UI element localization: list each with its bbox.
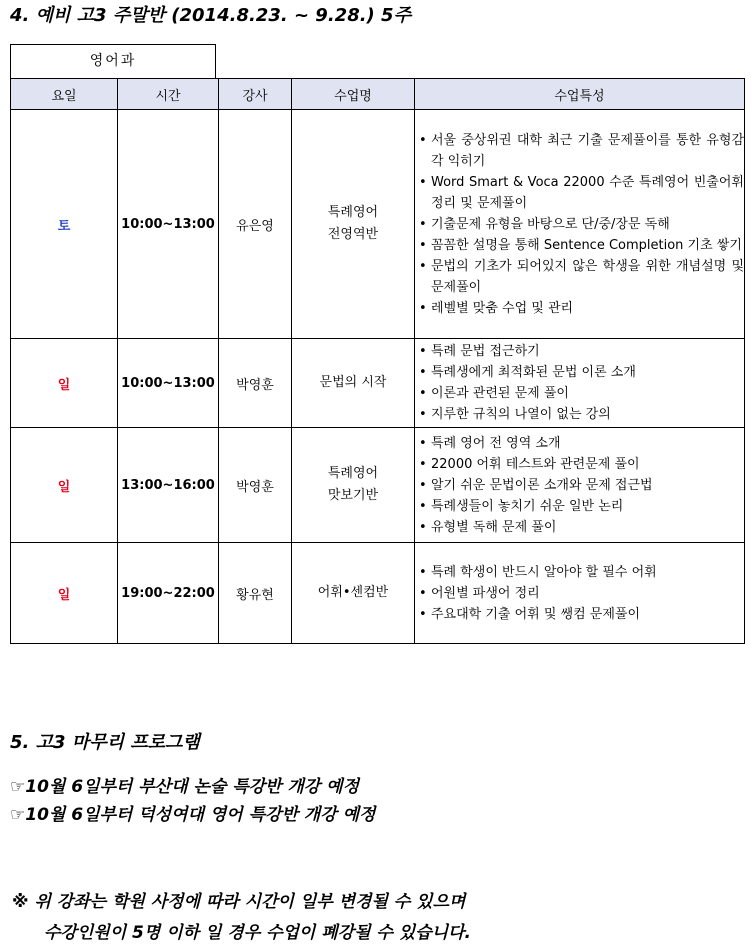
time-cell: 10:00~13:00 [118,110,219,339]
bullet-icon: • [419,344,427,359]
features-cell [415,339,745,428]
bullet-icon: • [419,174,427,190]
features-cell [415,428,745,543]
course-cell [292,543,415,644]
feature-item: • 22000 어휘 테스트와 관련문제 풀이 [415,454,744,475]
feature-item: • 주요대학 기출 어휘 및 쌩컴 문제풀이 [415,604,744,625]
bullet-icon: • [419,300,427,316]
header-time: 시간 [118,79,219,110]
time-cell: 19:00~22:00 [118,543,219,644]
time-cell: 13:00~16:00 [118,428,219,543]
course-cell [292,339,415,428]
day-cell: 일 [11,339,118,428]
course-line: 전영역반 [327,227,379,242]
feature-item: • 유형별 독해 문제 풀이 [415,517,744,538]
course-line: 문법의 시작 [319,375,387,390]
bullet-icon: • [419,365,427,380]
header-day: 요일 [11,79,118,110]
feature-item: • 기출문제 유형을 바탕으로 단/중/장문 독해 [415,214,744,235]
course-line: 어휘•센컴반 [317,585,389,600]
table-row [11,110,745,339]
feature-item: • 서울 중상위권 대학 최근 기출 문제풀이를 통한 유형감각 익히기 [415,130,744,172]
bullet-icon: • [419,132,427,148]
bullet-icon: • [419,237,427,253]
feature-item: • 특례 영어 전 영역 소개 [415,433,744,454]
notice-line: ☞10월 6일부터 부산대 논술 특강반 개강 예정 [10,777,359,797]
table-row [11,339,745,428]
department-label: 영어과 [10,44,216,78]
table-row [11,428,745,543]
feature-item: • 꼼꼼한 설명을 통해 Sentence Completion 기초 쌓기 [415,235,744,256]
course-cell [292,428,415,543]
day-cell: 일 [11,543,118,644]
warning-line: 수강인원이 5명 이하 일 경우 수업이 폐강될 수 있습니다. [44,923,471,943]
course-cell [292,110,415,339]
bullet-icon: • [419,386,427,401]
teacher-cell: 박영훈 [219,339,292,428]
feature-item: • 특례 문법 접근하기 [415,341,744,362]
features-cell [415,543,745,644]
bullet-icon: • [419,477,427,493]
bullet-icon: • [419,564,427,580]
feature-item: • 어원별 파생어 정리 [415,583,744,604]
bullet-icon: • [419,435,427,451]
warning-line: ※ 위 강좌는 학원 사정에 따라 시간이 일부 변경될 수 있으며 [12,892,466,912]
feature-item: • 이론과 관련된 문제 풀이 [415,383,744,404]
day-cell: 일 [11,428,118,543]
bullet-icon: • [419,216,427,232]
bullet-icon: • [419,407,427,422]
section-5-title: 5. 고3 마무리 프로그램 [10,732,200,753]
bullet-icon: • [419,498,427,514]
section-4-title: 4. 예비 고3 주말반 (2014.8.23. ~ 9.28.) 5주 [10,5,411,26]
day-cell: 토 [11,110,118,339]
bullet-icon: • [419,585,427,601]
feature-item: • 지루한 규칙의 나열이 없는 강의 [415,404,744,425]
features-cell [415,110,745,339]
bullet-icon: • [419,519,427,535]
feature-item: • Word Smart & Voca 22000 수준 특례영어 빈출어휘 정리 및 문제풀이 [415,172,744,214]
teacher-cell: 황유현 [219,543,292,644]
course-line: 특례영어 [327,205,379,220]
teacher-cell: 유은영 [219,110,292,339]
header-features: 수업특성 [415,79,745,110]
bullet-icon: • [419,456,427,472]
feature-item: • 특례 학생이 반드시 알아야 할 필수 어휘 [415,562,744,583]
header-course: 수업명 [292,79,415,110]
teacher-cell: 박영훈 [219,428,292,543]
bullet-icon: • [419,258,427,274]
feature-item: • 문법의 기초가 되어있지 않은 학생을 위한 개념설명 및 문제풀이 [415,256,744,298]
notice-line: ☞10월 6일부터 덕성여대 영어 특강반 개강 예정 [10,805,376,825]
feature-item: • 특례생에게 최적화된 문법 이론 소개 [415,362,744,383]
course-line: 맛보기반 [327,488,379,503]
feature-item: • 특례생들이 놓치기 쉬운 일반 논리 [415,496,744,517]
feature-item: • 알기 쉬운 문법이론 소개와 문제 접근법 [415,475,744,496]
header-teacher: 강사 [219,79,292,110]
course-line: 특례영어 [327,466,379,481]
feature-item: • 레벨별 맞춤 수업 및 관리 [415,298,744,319]
schedule-table [10,78,745,644]
table-row [11,543,745,644]
bullet-icon: • [419,606,427,622]
table-header-row [11,79,745,110]
time-cell: 10:00~13:00 [118,339,219,428]
